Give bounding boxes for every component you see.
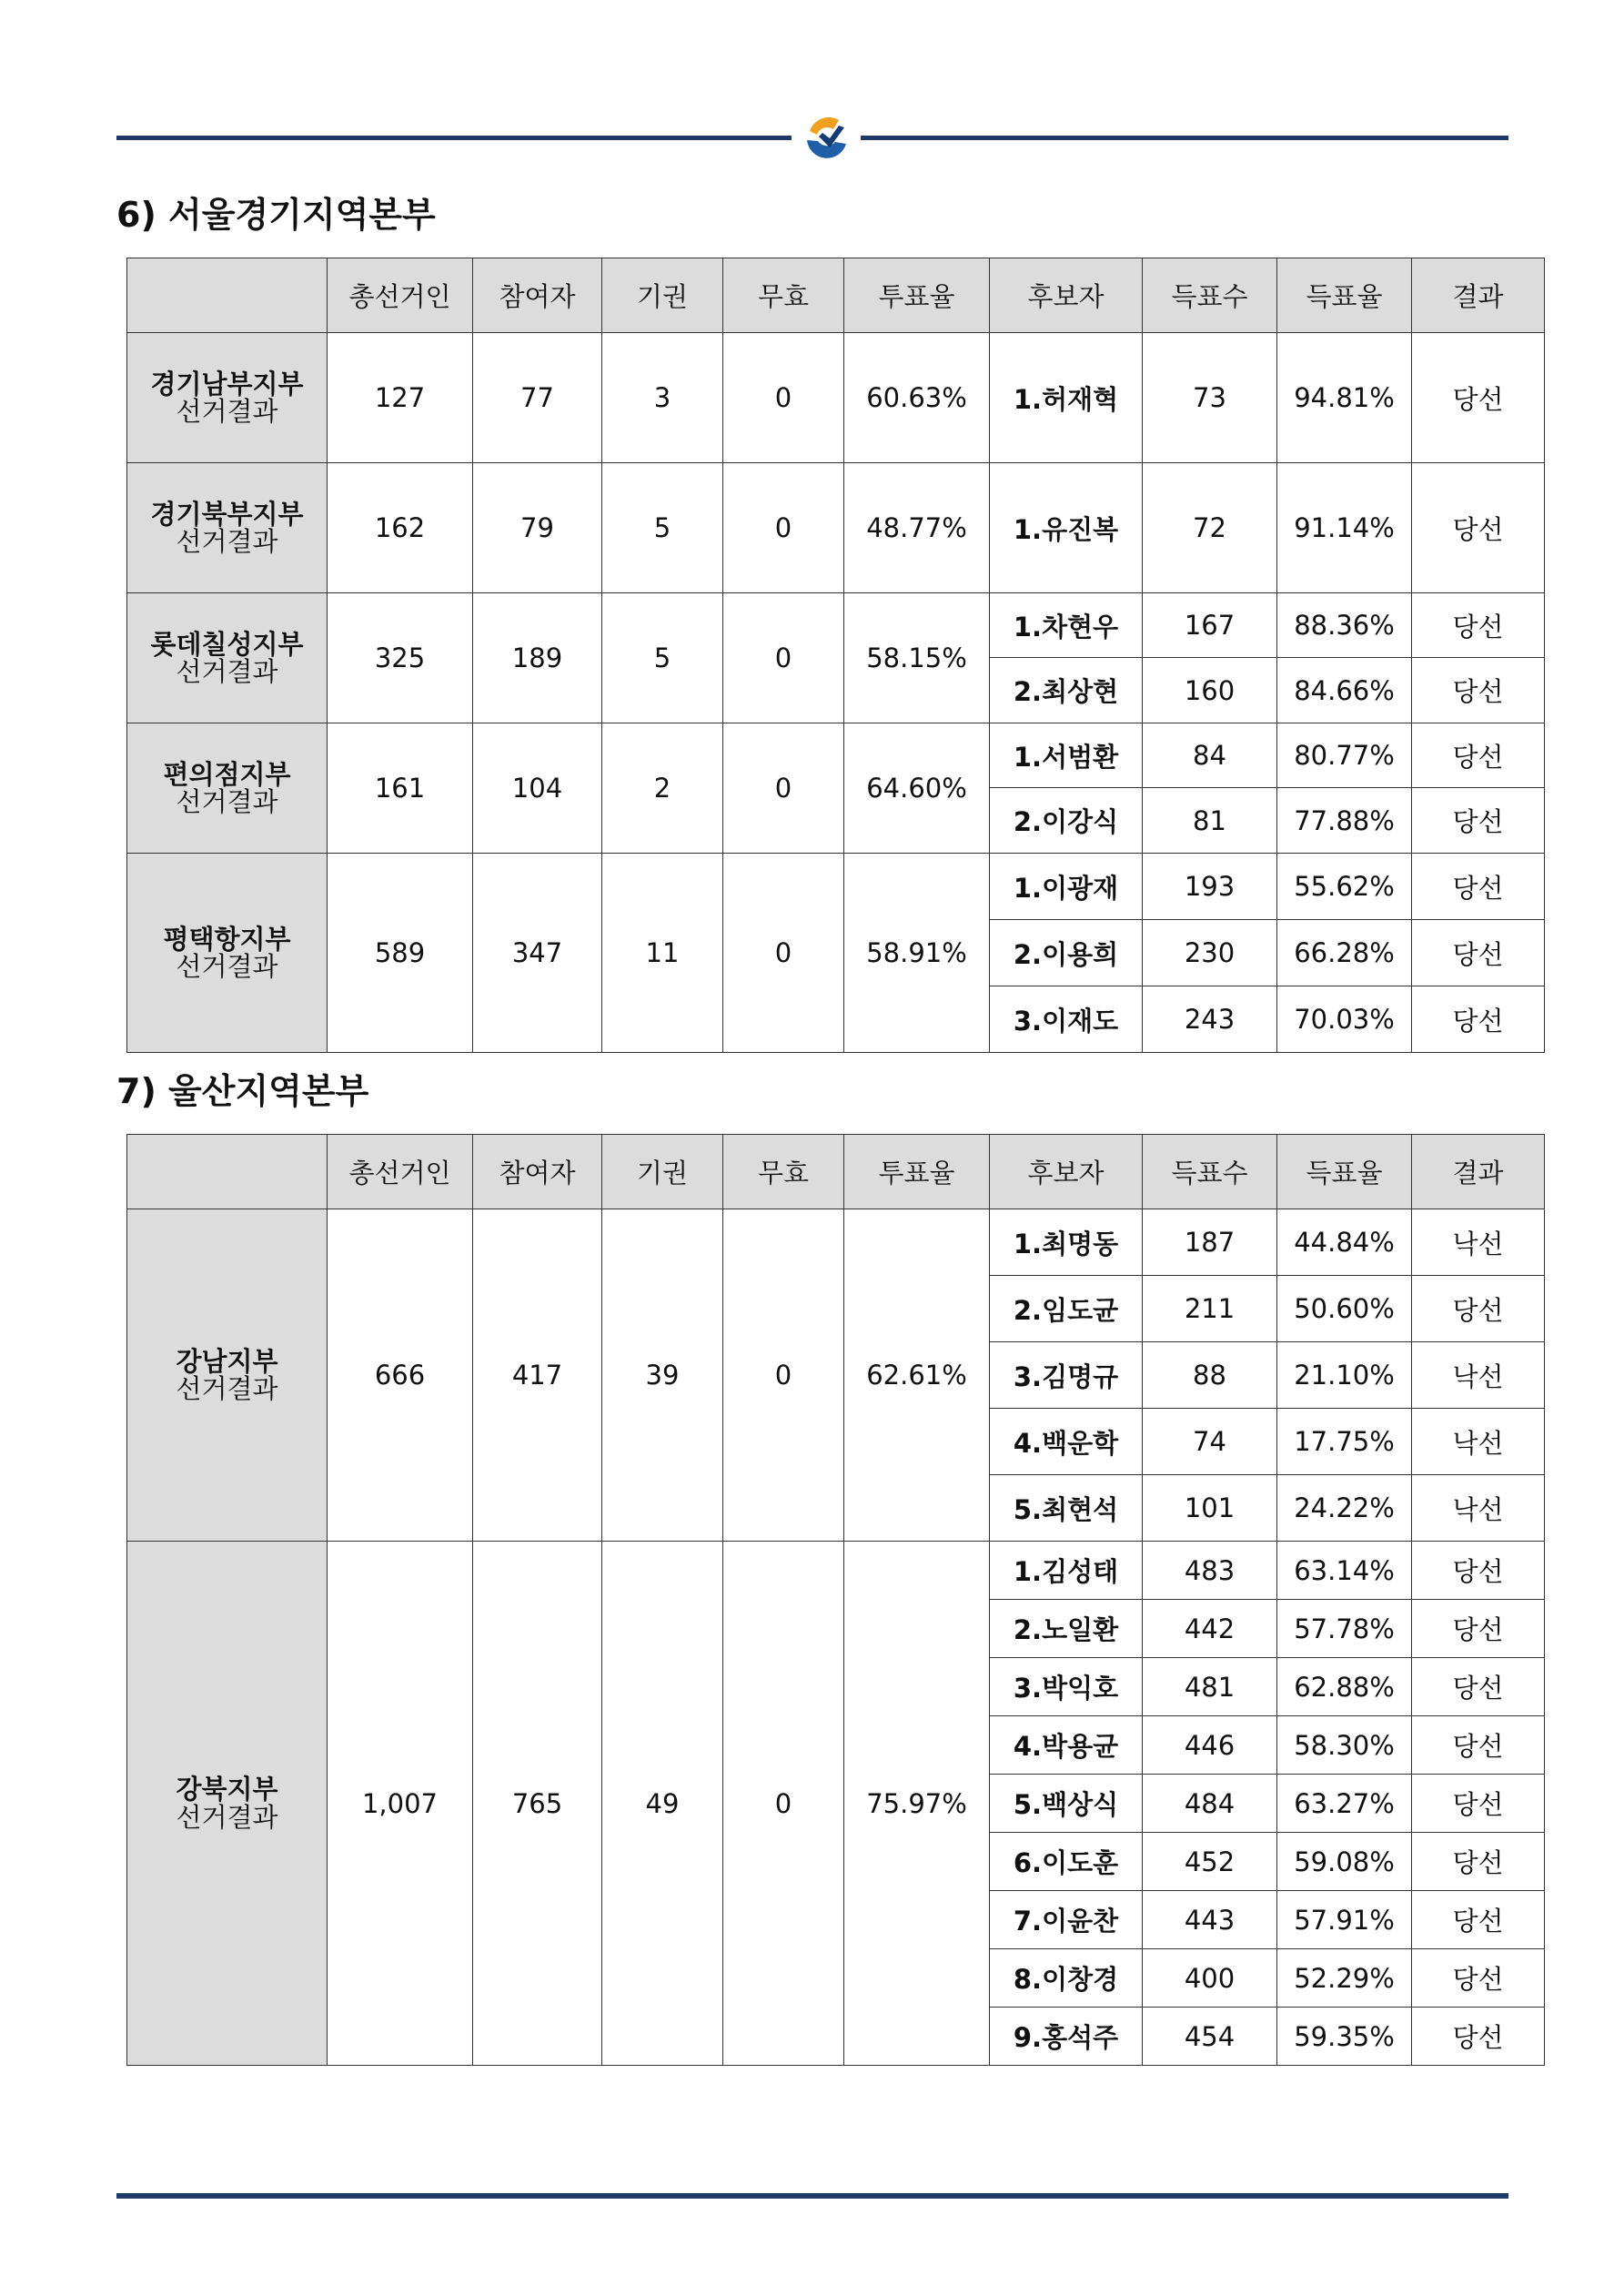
vote-rate-cell: 63.27% [1277, 1775, 1412, 1833]
vote-rate-cell: 57.78% [1277, 1600, 1412, 1658]
result-cell: 당선 [1412, 854, 1545, 920]
candidate-cell: 3.이재도 [990, 986, 1143, 1053]
votes-cell: 443 [1143, 1891, 1277, 1949]
candidate-cell: 8.이창경 [990, 1949, 1143, 2008]
votes-cell: 84 [1143, 723, 1277, 788]
header-candidate: 후보자 [990, 1135, 1143, 1209]
result-cell: 낙선 [1412, 1409, 1545, 1475]
vote-rate-cell: 44.84% [1277, 1209, 1412, 1276]
total-voters-cell: 589 [328, 854, 473, 1053]
candidate-cell: 1.이광재 [990, 854, 1143, 920]
candidate-cell: 1.허재혁 [990, 333, 1143, 463]
votes-cell: 481 [1143, 1658, 1277, 1716]
abstain-cell: 39 [602, 1209, 723, 1542]
header-participants: 참여자 [473, 258, 602, 333]
candidate-cell: 4.박용균 [990, 1716, 1143, 1775]
result-cell: 당선 [1412, 1891, 1545, 1949]
invalid-cell: 0 [723, 333, 844, 463]
header-invalid: 무효 [723, 258, 844, 333]
result-cell: 당선 [1412, 1600, 1545, 1658]
vote-rate-cell: 52.29% [1277, 1949, 1412, 2008]
result-cell: 당선 [1412, 1716, 1545, 1775]
votes-cell: 167 [1143, 593, 1277, 658]
vote-rate-cell: 62.88% [1277, 1658, 1412, 1716]
header-result: 결과 [1412, 1135, 1545, 1209]
total-voters-cell: 161 [328, 723, 473, 854]
vote-rate-cell: 88.36% [1277, 593, 1412, 658]
branch-cell: 경기남부지부 선거결과 [127, 333, 328, 463]
organization-logo-icon [799, 111, 853, 166]
result-cell: 당선 [1412, 788, 1545, 854]
vote-rate-cell: 57.91% [1277, 1891, 1412, 1949]
turnout-cell: 64.60% [844, 723, 990, 854]
turnout-cell: 62.61% [844, 1209, 990, 1542]
candidate-cell: 1.최명동 [990, 1209, 1143, 1276]
result-cell: 당선 [1412, 920, 1545, 986]
candidate-cell: 3.김명규 [990, 1342, 1143, 1409]
result-cell: 당선 [1412, 986, 1545, 1053]
turnout-cell: 75.97% [844, 1542, 990, 2066]
candidate-cell: 9.홍석주 [990, 2008, 1143, 2066]
votes-cell: 88 [1143, 1342, 1277, 1409]
invalid-cell: 0 [723, 723, 844, 854]
candidate-cell: 2.이강식 [990, 788, 1143, 854]
header-rule-left [116, 136, 792, 140]
votes-cell: 454 [1143, 2008, 1277, 2066]
result-cell: 당선 [1412, 1658, 1545, 1716]
participants-cell: 104 [473, 723, 602, 854]
table-row [127, 854, 1545, 920]
candidate-cell: 1.유진복 [990, 463, 1143, 593]
total-voters-cell: 162 [328, 463, 473, 593]
vote-rate-cell: 66.28% [1277, 920, 1412, 986]
total-voters-cell: 127 [328, 333, 473, 463]
result-cell: 당선 [1412, 723, 1545, 788]
table-row [127, 593, 1545, 658]
vote-rate-cell: 58.30% [1277, 1716, 1412, 1775]
header-votes: 득표수 [1143, 258, 1277, 333]
votes-cell: 73 [1143, 333, 1277, 463]
result-cell: 낙선 [1412, 1342, 1545, 1409]
branch-cell: 평택항지부 선거결과 [127, 854, 328, 1053]
header-total-voters: 총선거인 [328, 1135, 473, 1209]
branch-cell: 롯데칠성지부 선거결과 [127, 593, 328, 723]
candidate-cell: 5.최현석 [990, 1475, 1143, 1542]
candidate-cell: 6.이도훈 [990, 1833, 1143, 1891]
header-turnout: 투표율 [844, 258, 990, 333]
header-blank [127, 1135, 328, 1209]
branch-cell: 편의점지부 선거결과 [127, 723, 328, 854]
votes-cell: 400 [1143, 1949, 1277, 2008]
votes-cell: 101 [1143, 1475, 1277, 1542]
header-vote-rate: 득표율 [1277, 258, 1412, 333]
invalid-cell: 0 [723, 1209, 844, 1542]
candidate-cell: 1.김성태 [990, 1542, 1143, 1600]
vote-rate-cell: 55.62% [1277, 854, 1412, 920]
vote-rate-cell: 94.81% [1277, 333, 1412, 463]
votes-cell: 243 [1143, 986, 1277, 1053]
vote-rate-cell: 91.14% [1277, 463, 1412, 593]
votes-cell: 484 [1143, 1775, 1277, 1833]
table-row [127, 1209, 1545, 1276]
participants-cell: 189 [473, 593, 602, 723]
header-vote-rate: 득표율 [1277, 1135, 1412, 1209]
vote-rate-cell: 70.03% [1277, 986, 1412, 1053]
candidate-cell: 2.노일환 [990, 1600, 1143, 1658]
votes-cell: 81 [1143, 788, 1277, 854]
candidate-cell: 5.백상식 [990, 1775, 1143, 1833]
total-voters-cell: 325 [328, 593, 473, 723]
participants-cell: 765 [473, 1542, 602, 2066]
table-row [127, 333, 1545, 463]
candidate-cell: 4.백운학 [990, 1409, 1143, 1475]
votes-cell: 160 [1143, 658, 1277, 723]
header-blank [127, 258, 328, 333]
result-cell: 당선 [1412, 1775, 1545, 1833]
abstain-cell: 3 [602, 333, 723, 463]
footer-rule [116, 2193, 1508, 2199]
result-cell: 당선 [1412, 1276, 1545, 1342]
branch-cell: 강남지부 선거결과 [127, 1209, 328, 1542]
vote-rate-cell: 77.88% [1277, 788, 1412, 854]
table-header-row [127, 258, 1545, 333]
result-cell: 당선 [1412, 1542, 1545, 1600]
table-header-row [127, 1135, 1545, 1209]
votes-cell: 446 [1143, 1716, 1277, 1775]
header-invalid: 무효 [723, 1135, 844, 1209]
header-candidate: 후보자 [990, 258, 1143, 333]
vote-rate-cell: 84.66% [1277, 658, 1412, 723]
invalid-cell: 0 [723, 854, 844, 1053]
header-participants: 참여자 [473, 1135, 602, 1209]
result-cell: 낙선 [1412, 1209, 1545, 1276]
votes-cell: 72 [1143, 463, 1277, 593]
result-cell: 당선 [1412, 2008, 1545, 2066]
vote-rate-cell: 21.10% [1277, 1342, 1412, 1409]
ulsan-results-table [126, 1134, 1545, 2066]
result-cell: 낙선 [1412, 1475, 1545, 1542]
seoul-gyeonggi-results-table [126, 258, 1545, 1053]
total-voters-cell: 1,007 [328, 1542, 473, 2066]
result-cell: 당선 [1412, 333, 1545, 463]
abstain-cell: 49 [602, 1542, 723, 2066]
participants-cell: 417 [473, 1209, 602, 1542]
header-votes: 득표수 [1143, 1135, 1277, 1209]
header-rule-right [861, 136, 1508, 140]
votes-cell: 211 [1143, 1276, 1277, 1342]
branch-cell: 강북지부 선거결과 [127, 1542, 328, 2066]
participants-cell: 79 [473, 463, 602, 593]
vote-rate-cell: 24.22% [1277, 1475, 1412, 1542]
header-abstain: 기권 [602, 258, 723, 333]
table-row [127, 1542, 1545, 1600]
votes-cell: 442 [1143, 1600, 1277, 1658]
candidate-cell: 2.임도균 [990, 1276, 1143, 1342]
invalid-cell: 0 [723, 593, 844, 723]
abstain-cell: 5 [602, 593, 723, 723]
table-row [127, 463, 1545, 593]
result-cell: 당선 [1412, 463, 1545, 593]
turnout-cell: 58.15% [844, 593, 990, 723]
candidate-cell: 1.서범환 [990, 723, 1143, 788]
candidate-cell: 3.박익호 [990, 1658, 1143, 1716]
section-title-ulsan: 7) 울산지역본부 [116, 1071, 369, 1111]
turnout-cell: 58.91% [844, 854, 990, 1053]
votes-cell: 452 [1143, 1833, 1277, 1891]
table-row [127, 723, 1545, 788]
candidate-cell: 2.최상현 [990, 658, 1143, 723]
section-title-seoul-gyeonggi: 6) 서울경기지역본부 [116, 195, 436, 235]
invalid-cell: 0 [723, 1542, 844, 2066]
result-cell: 당선 [1412, 658, 1545, 723]
votes-cell: 230 [1143, 920, 1277, 986]
vote-rate-cell: 50.60% [1277, 1276, 1412, 1342]
header-turnout: 투표율 [844, 1135, 990, 1209]
votes-cell: 193 [1143, 854, 1277, 920]
turnout-cell: 48.77% [844, 463, 990, 593]
turnout-cell: 60.63% [844, 333, 990, 463]
participants-cell: 347 [473, 854, 602, 1053]
vote-rate-cell: 80.77% [1277, 723, 1412, 788]
invalid-cell: 0 [723, 463, 844, 593]
votes-cell: 187 [1143, 1209, 1277, 1276]
result-cell: 당선 [1412, 593, 1545, 658]
vote-rate-cell: 63.14% [1277, 1542, 1412, 1600]
vote-rate-cell: 17.75% [1277, 1409, 1412, 1475]
participants-cell: 77 [473, 333, 602, 463]
candidate-cell: 7.이윤찬 [990, 1891, 1143, 1949]
candidate-cell: 2.이용희 [990, 920, 1143, 986]
candidate-cell: 1.차현우 [990, 593, 1143, 658]
vote-rate-cell: 59.08% [1277, 1833, 1412, 1891]
abstain-cell: 5 [602, 463, 723, 593]
branch-cell: 경기북부지부 선거결과 [127, 463, 328, 593]
abstain-cell: 2 [602, 723, 723, 854]
total-voters-cell: 666 [328, 1209, 473, 1542]
votes-cell: 483 [1143, 1542, 1277, 1600]
header-abstain: 기권 [602, 1135, 723, 1209]
result-cell: 당선 [1412, 1833, 1545, 1891]
result-cell: 당선 [1412, 1949, 1545, 2008]
header-result: 결과 [1412, 258, 1545, 333]
abstain-cell: 11 [602, 854, 723, 1053]
vote-rate-cell: 59.35% [1277, 2008, 1412, 2066]
header-total-voters: 총선거인 [328, 258, 473, 333]
votes-cell: 74 [1143, 1409, 1277, 1475]
